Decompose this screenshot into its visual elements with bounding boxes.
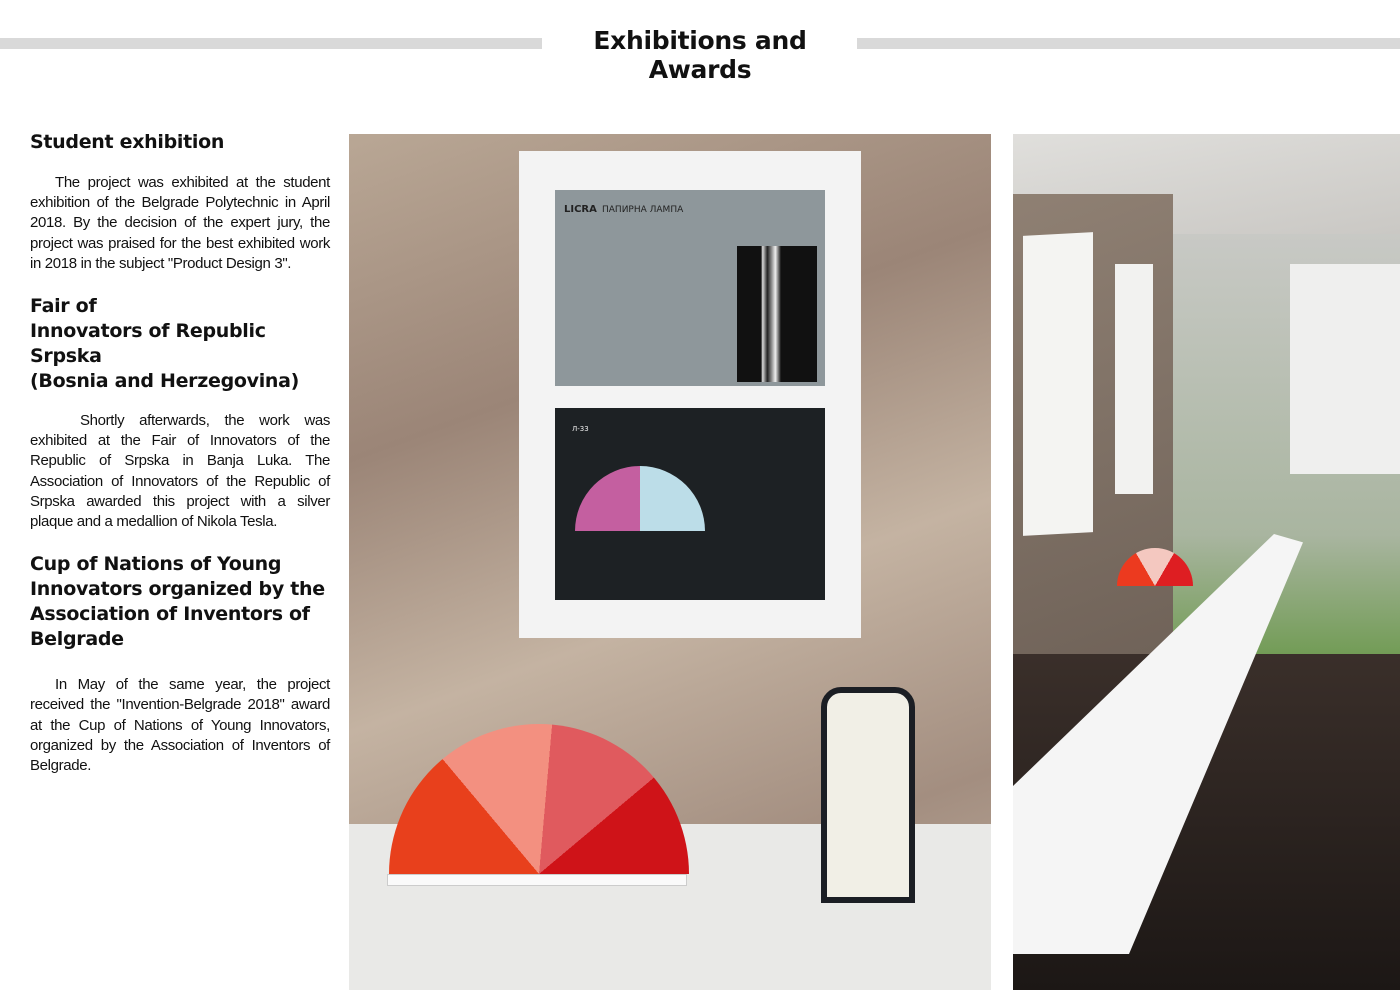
- exhibition-photo-hall: [1013, 134, 1400, 990]
- poster-board-label: Л-33: [572, 425, 589, 433]
- paper-lamp: [821, 687, 915, 903]
- poster-title: LICRA: [564, 204, 597, 215]
- page-title: Exhibitions and Awards: [593, 26, 807, 84]
- section-heading: [30, 294, 330, 394]
- heading-line: Innovators of Republic Srpska: [30, 320, 266, 368]
- heading-line: Fair of: [30, 295, 97, 318]
- section-heading: Student exhibition: [30, 131, 225, 153]
- section-heading: [30, 552, 330, 652]
- poster: [519, 151, 861, 638]
- poster-subtitle: ПАПИРНА ЛАМПА: [602, 205, 684, 215]
- header-rule-right: [857, 38, 1400, 49]
- heading-line: Innovators organized by the: [30, 578, 325, 601]
- text-column: [30, 130, 330, 776]
- header-rule-left: [0, 38, 542, 49]
- heading-line: (Bosnia and Herzegovina): [30, 370, 300, 393]
- exhibition-photo-poster: [349, 134, 991, 990]
- section-body: In May of the same year, the project received the "Invention-Belgrade 2018" award at the Cup of Nations of Young Innovators, organized by the Association of Inventors of Belgrade.: [30, 676, 330, 775]
- section-body: The project was exhibited at the student exhibition of the Belgrade Polytechnic in April 2018. By the decision of the expert jury, the project was praised for the best exhibited work in 2018 in the subject "Product Design 3".: [30, 174, 330, 272]
- heading-line: Association of Inventors of: [30, 603, 310, 626]
- heading-line: Belgrade: [30, 628, 124, 651]
- heading-line: Cup of Nations of Young: [30, 553, 282, 576]
- section-body: Shortly afterwards, the work was exhibited at the Fair of Innovators of the Republic of Srpska in Banja Luka. The Association of Innovators of the Republic of Srpska awarded this project with a silver plaque and a medallion of Nikola Tesla.: [30, 412, 330, 531]
